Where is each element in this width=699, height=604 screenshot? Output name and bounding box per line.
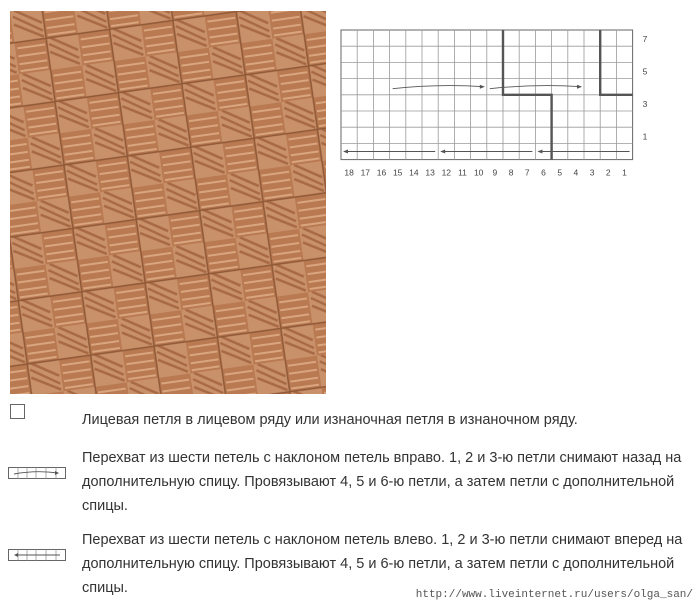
knitting-chart [338,27,668,187]
legend-item-cable-right [0,446,699,520]
empty-square-icon [10,404,25,419]
column-number: 10 [473,167,484,178]
legend-text-cable-right: Перехват из шести петель с наклоном петель вправо. 1, 2 и 3-ю петли снимают назад на дополнительную спицу. Провязывают 4, 5 и 6-ю петли, а затем петли с дополнительной спицы. [82,450,682,514]
column-number: 3 [589,167,595,178]
row-number: 7 [642,34,648,45]
legend-text-cable-left: Перехват из шести петель с наклоном петель влево. 1, 2 и 3-ю петли снимают вперед на дополнительную спицу. Провязывают 4, 5 и 6-ю петли, а затем петли с дополнительной спицы. [82,532,683,596]
row-number: 1 [642,131,648,142]
column-number: 2 [605,167,611,178]
column-number: 4 [573,167,579,178]
watermark-url: http://www.liveinternet.ru/users/olga_san/ [415,589,693,601]
legend-text-knit: Лицевая петля в лицевом ряду или изнаночная петля в изнаночном ряду. [82,412,578,428]
legend-item-knit [0,404,699,434]
column-number: 11 [458,167,467,178]
column-number: 12 [441,167,452,178]
row-number: 5 [642,66,648,77]
column-number: 1 [622,167,627,178]
column-number: 17 [360,167,371,178]
column-number: 7 [524,167,530,178]
column-number: 15 [392,167,403,178]
column-number: 13 [425,167,435,178]
column-number: 16 [376,167,387,178]
column-number: 5 [557,167,563,178]
row-number: 3 [642,99,648,109]
column-number: 14 [409,167,419,178]
column-number: 9 [492,167,498,178]
column-number: 8 [508,167,514,178]
cable-left-icon [8,548,66,566]
column-number: 6 [541,167,546,178]
cable-right-icon [8,466,66,484]
column-number: 18 [344,167,354,178]
knitted-fabric-photo [10,11,326,394]
